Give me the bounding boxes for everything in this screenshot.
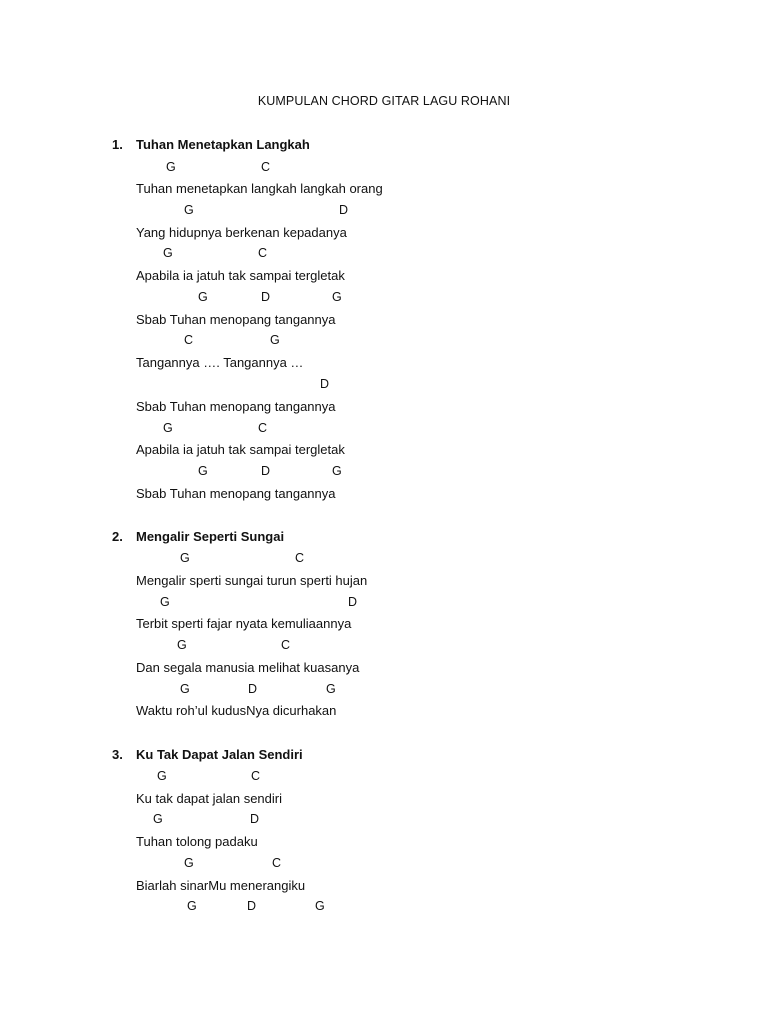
lyric-text: Sbab Tuhan menopang tangannya — [136, 312, 336, 327]
lyric-text: Dan segala manusia melihat kuasanya — [136, 660, 360, 675]
chord: C — [184, 333, 194, 347]
chord: C — [295, 551, 305, 565]
chord: G — [163, 421, 173, 435]
lyric-line — [0, 660, 768, 680]
lyric-line — [0, 225, 768, 245]
chord-line — [0, 160, 768, 180]
lyric-line — [0, 399, 768, 419]
lyric-line — [0, 878, 768, 898]
lyric-line — [0, 573, 768, 593]
lyric-line — [0, 616, 768, 636]
chord-line — [0, 333, 768, 353]
song-title: Ku Tak Dapat Jalan Sendiri — [136, 747, 303, 762]
chord: G — [187, 899, 197, 913]
document-title: KUMPULAN CHORD GITAR LAGU ROHANI — [257, 94, 511, 108]
lyric-line — [0, 486, 768, 506]
chord: C — [258, 421, 268, 435]
chord: C — [261, 160, 271, 174]
chord-line — [0, 769, 768, 789]
chord-line — [0, 246, 768, 266]
song-title: Mengalir Seperti Sungai — [136, 529, 285, 544]
chord: G — [153, 812, 163, 826]
chord-line — [0, 551, 768, 571]
lyric-line — [0, 181, 768, 201]
chord-line — [0, 290, 768, 310]
lyric-text: Tuhan menetapkan langkah langkah orang — [136, 181, 383, 196]
chord: G — [166, 160, 176, 174]
lyric-line — [0, 268, 768, 288]
lyric-text: Terbit sperti fajar nyata kemuliaannya — [136, 616, 352, 631]
chord-line — [0, 464, 768, 484]
lyric-line — [0, 442, 768, 462]
chord-line — [0, 421, 768, 441]
chord: D — [348, 595, 358, 609]
chord-line — [0, 377, 768, 397]
lyric-text: Biarlah sinarMu menerangiku — [136, 878, 306, 893]
chord: G — [198, 464, 208, 478]
chord: D — [250, 812, 260, 826]
chord: D — [261, 464, 271, 478]
chord: G — [326, 682, 336, 696]
lyric-text: Tangannya …. Tangannya … — [136, 355, 304, 370]
song-number: 2. — [112, 529, 123, 544]
chord: C — [251, 769, 261, 783]
chord: G — [270, 333, 280, 347]
lyric-line — [0, 703, 768, 723]
chord: G — [332, 464, 342, 478]
chord-line — [0, 856, 768, 876]
lyric-text: Waktu roh’ul kudusNya dicurhakan — [136, 703, 337, 718]
chord-line — [0, 638, 768, 658]
chord: G — [184, 203, 194, 217]
chord: G — [157, 769, 167, 783]
lyric-text: Apabila ia jatuh tak sampai tergletak — [136, 442, 345, 457]
chord: C — [258, 246, 268, 260]
chord: C — [281, 638, 291, 652]
chord: G — [163, 246, 173, 260]
chord: G — [332, 290, 342, 304]
chord: G — [177, 638, 187, 652]
lyric-text: Sbab Tuhan menopang tangannya — [136, 486, 336, 501]
lyric-line — [0, 791, 768, 811]
lyric-text: Apabila ia jatuh tak sampai tergletak — [136, 268, 345, 283]
lyric-text: Yang hidupnya berkenan kepadanya — [136, 225, 347, 240]
chord: G — [315, 899, 325, 913]
chord: D — [248, 682, 258, 696]
chord: G — [180, 682, 190, 696]
lyric-line — [0, 355, 768, 375]
lyric-text: Tuhan tolong padaku — [136, 834, 258, 849]
chord-line — [0, 812, 768, 832]
song-title: Tuhan Menetapkan Langkah — [136, 137, 310, 152]
song-number: 3. — [112, 747, 123, 762]
chord: D — [339, 203, 349, 217]
chord-line — [0, 595, 768, 615]
chord-line — [0, 203, 768, 223]
chord: G — [180, 551, 190, 565]
chord: D — [320, 377, 330, 391]
chord: G — [160, 595, 170, 609]
chord: D — [247, 899, 257, 913]
chord-line — [0, 899, 768, 919]
chord: G — [184, 856, 194, 870]
song-number: 1. — [112, 137, 123, 152]
chord: D — [261, 290, 271, 304]
lyric-text: Sbab Tuhan menopang tangannya — [136, 399, 336, 414]
lyric-text: Mengalir sperti sungai turun sperti hujan — [136, 573, 368, 588]
lyric-line — [0, 834, 768, 854]
chord-line — [0, 682, 768, 702]
chord: G — [198, 290, 208, 304]
chord: C — [272, 856, 282, 870]
lyric-line — [0, 312, 768, 332]
lyric-text: Ku tak dapat jalan sendiri — [136, 791, 282, 806]
